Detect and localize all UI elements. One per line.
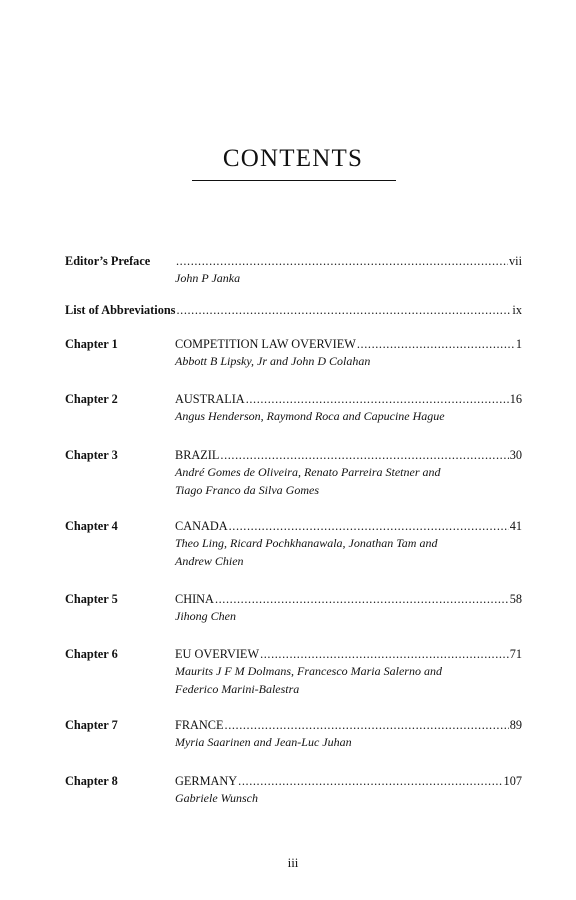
entry-line	[175, 447, 522, 464]
entry-heading: CANADA	[175, 519, 228, 533]
toc-entry-list-of-abbreviations[interactable]	[65, 302, 522, 319]
entry-authors: Tiago Franco da Silva Gomes	[175, 482, 319, 497]
entry-authors: Federico Marini-Balestra	[175, 681, 300, 696]
entry-page: 89	[509, 718, 522, 732]
entry-heading: FRANCE	[175, 718, 224, 732]
leader-dots	[238, 773, 502, 790]
entry-heading: AUSTRALIA	[175, 392, 245, 406]
entry-authors: Theo Ling, Ricard Pochkhanawala, Jonathan Tam and	[175, 536, 438, 550]
entry-line	[175, 518, 522, 535]
leader-dots	[176, 253, 508, 270]
entry-heading: BRAZIL	[175, 448, 220, 462]
entry-label: Chapter 6	[65, 647, 118, 661]
entry-line	[175, 717, 522, 734]
leader-dots	[246, 391, 509, 408]
entry-label: Chapter 8	[65, 774, 118, 788]
entry-body	[175, 646, 522, 698]
entry-body	[175, 518, 522, 570]
leader-dots	[229, 518, 509, 535]
entry-body	[175, 391, 522, 426]
entry-authors: André Gomes de Oliveira, Renato Parreira Stetner and	[175, 465, 441, 479]
entry-page: 41	[509, 519, 522, 533]
entry-authors: Myria Saarinen and Jean-Luc Juhan	[175, 735, 352, 749]
entry-page: 16	[509, 392, 522, 406]
entry-body	[175, 447, 522, 499]
entry-line	[175, 646, 522, 663]
entry-label: Chapter 5	[65, 592, 118, 606]
leader-dots	[220, 447, 508, 464]
entry-authors: Gabriele Wunsch	[175, 791, 258, 805]
entry-label: Chapter 4	[65, 519, 118, 533]
entry-authors: Andrew Chien	[175, 553, 244, 568]
entry-heading: EU OVERVIEW	[175, 647, 260, 661]
entry-page: vii	[509, 254, 522, 268]
entry-line	[175, 391, 522, 408]
entry-page: 30	[509, 448, 522, 462]
entry-heading: COMPETITION LAW OVERVIEW	[175, 337, 356, 351]
entry-label: Chapter 1	[65, 337, 118, 351]
leader-dots	[260, 646, 509, 663]
title-rule	[192, 180, 396, 181]
entry-body	[175, 773, 522, 808]
entry-heading: GERMANY	[175, 774, 238, 788]
entry-page: 1	[515, 337, 522, 351]
entry-authors: Maurits J F M Dolmans, Francesco Maria Salerno and	[175, 664, 442, 678]
entry-label: Editor’s Preface	[65, 254, 151, 268]
entry-label: Chapter 2	[65, 392, 118, 406]
entry-authors: Angus Henderson, Raymond Roca and Capucine Hague	[175, 409, 445, 423]
entry-label: List of Abbreviations	[65, 303, 176, 317]
entry-label: Chapter 7	[65, 718, 118, 732]
entry-page: 71	[509, 647, 522, 661]
entry-heading: CHINA	[175, 592, 214, 606]
entry-line	[65, 302, 522, 319]
page-number: iii	[287, 855, 299, 870]
entry-page: 107	[503, 774, 522, 788]
entry-body	[175, 336, 522, 371]
entry-page: 58	[509, 592, 522, 606]
entry-label: Chapter 3	[65, 448, 118, 462]
entry-authors: Abbott B Lipsky, Jr and John D Colahan	[175, 354, 371, 368]
entry-body	[175, 253, 522, 288]
entry-body	[175, 591, 522, 626]
entry-line	[175, 253, 522, 270]
leader-dots	[215, 591, 509, 608]
leader-dots	[357, 336, 515, 353]
leader-dots	[176, 302, 511, 319]
entry-authors: Jihong Chen	[175, 609, 236, 623]
entry-line	[175, 336, 522, 353]
entry-body	[175, 717, 522, 752]
entry-line	[175, 591, 522, 608]
page-title: CONTENTS	[222, 145, 364, 172]
leader-dots	[225, 717, 509, 734]
entry-authors: John P Janka	[175, 271, 241, 285]
entry-page: ix	[512, 303, 522, 317]
entry-line	[175, 773, 522, 790]
